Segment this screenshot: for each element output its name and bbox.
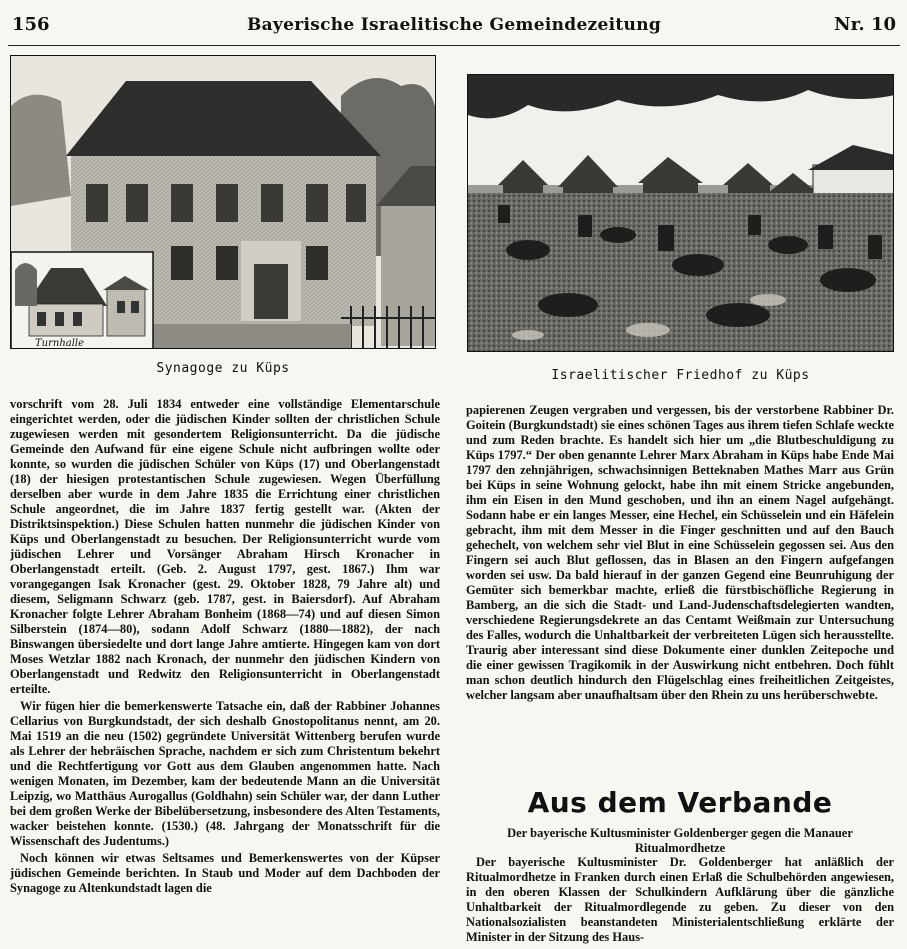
paragraph: papierenen Zeugen vergraben und vergessen, bis der verstorbene Rabbiner Dr. Goitein (Burgkundstadt) sie eines schönen Tages aus ihrem tiefen Schlafe weckte und zum Reden brachte. Es handelt sich hier um „die Blutbeschuldigung zu Küps 1797.“ Der oben genannte Lehrer Marx Abraham in Küps habe Ende Mai 1797 den zehnjährigen, schwachsinnigen Betteknaben Mathes Marr aus Grün bei Küps in seine Wohnung gelockt, habe ihn mit einem Stricke angebunden, ihm ein Eisen in den Mund geschoben, und ihn an einem Nagel aufgehängt. Sodann habe er ein langes Messer, eine Hechel, ein Schüsselein und ein Häfelein gebracht, ihm mit dem Messer in die Finger geschnitten und auf den Bauch gehechelt, von welchem sehr viel Blut in eine Schüsselein gegossen sei. Aus den Fingern sei auch Blut geflossen, das in Blasen an den Fingern aufgefangen worden sei usw. Da bald hierauf in der ganzen Gegend eine Beunruhigung der Gemüter sich bemerkbar machte, erließ die fürstbischöfliche Regierung in Bamberg, an die sich die Stadt- und Land-Judenschaftsdelegierten wandten, verschiedene Regierungsdekrete an das Centamt Weißmain zur Untersuchung des Falles, wodurch die Unhaltbarkeit der verbreiteten Lügen sich herausstellte. Traurig aber interessant sind diese Dokumente einer dunklen Zeitepoche und die einer gewissen Tragikomik in der Auswirkung nicht entbehren. Doch fühlt man schon deutlich hindurch den Flügelschlag eines freiheitlichen Zeitgeistes, welcher langsam aber unaufhaltsam über den Rhein zu uns herüberschwebte. bbox=[466, 403, 894, 702]
inset-label: Turnhalle bbox=[35, 338, 85, 349]
journal-title: Bayerische Israelitische Gemeindezeitung bbox=[246, 15, 662, 35]
cemetery-photo bbox=[467, 74, 894, 352]
paragraph: vorschrift vom 28. Juli 1834 entweder eine vollständige Elementarschule eingerichtet werden, oder die jüdischen Kinder sollten der christlichen Schule zugewiesen werden mit gesondertem Religionsunterricht. Da die jüdische Gemeinde den Aufwand für eine eigene Schule nicht aufbringen wollte oder konnte, so wurden die jüdischen Schüler von Küps (17) und Oberlangenstadt (18) der hiesigen protestantischen Schule zugewiesen. Wegen Überfüllung derselben aber wurde in dem Jahre 1835 die Errichtung einer christlichen Schule angeordnet, die im Jahre 1837 fertig gestellt war. (Akten der Distriktsinspektion.) Diese Schulen hatten nunmehr die jüdischen Kinder von Küps und Oberlangenstadt zu besuchen. Der Religionsunterricht wurde vom jüdischen Lehrer und Vorsänger Abraham Hirsch Kronacher in Oberlangenstadt erteilt. (Geb. 2. August 1797, gest. 1867.) Ihm war vorangegangen Isak Kronacher (gest. 29. Oktober 1828, 79 Jahre alt) und diesem, Seligmann Schwarz (geb. 1787, gest. in Baiersdorf). Auf Abraham Kronacher folgte Lehrer Abraham Bonheim (1868—74) und auf diesen Simon Silberstein (1874—80), sodann Adolf Schwarz (1880—1882), der nach Binswangen übersiedelte und dort lange Jahre amtierte. Hingegen kam von dort Moses Wetzlar 1882 nach Kronach, der nunmehr den jüdischen Kindern von Oberlangenstadt und Redwitz den Religionsunterricht in Oberlangenstadt erteilte. bbox=[10, 397, 440, 696]
left-column bbox=[10, 397, 440, 945]
paragraph: Noch können wir etwas Seltsames und Bemerkenswertes von der Küpser jüdischen Gemeinde berichten. In Staub und Moder auf dem Dachboden der Synagoge zu Altenkundstadt lagen die bbox=[10, 851, 440, 895]
paragraph: Wir fügen hier die bemerkenswerte Tatsache ein, daß der Rabbiner Johannes Cellarius von Burgkundstadt, der sich deshalb Gnostopolitanus nennt, am 20. Mai 1519 an die neu (1502) gegründete Universität Wittenberg berufen wurde als Lehrer der hebräischen Sprache, nachdem er sich zum Christentum bekehrt und die Rechtfertigung vor Gott aus dem Glauben angenommen hatte. Nach wenigen Monaten, im Dezember, kam der bedeutende Mann an die Universität Leipzig, wo Matthäus Aurogallus (Goldhahn) sein Schüler war, der dann Luther bei dem großen Werke der Bibelübersetzung, insbesondere des Alten Testaments, wacker beistehen konnte. (1530.) (48. Jahrgang der Monatsschrift für die Wissenschaft des Judentums.) bbox=[10, 699, 440, 848]
paragraph: Der bayerische Kultusminister Dr. Goldenberger hat anläßlich der Ritualmordhetze in Franken durch einen Erlaß die Schulbehörden angewiesen, in den oberen Klassen der Schulkindern Aufklärung über die gänzliche Unhaltbarkeit der Ritualmordlegende zu geben. Zu dieser von den Nationalsozialisten beanstandeten Ministerialentschließung erklärte der Minister in der Sitzung des Haus- bbox=[466, 855, 894, 944]
synagogue-caption: Synagoge zu Küps bbox=[156, 361, 290, 376]
synagogue-photo bbox=[10, 55, 436, 349]
right-column bbox=[466, 403, 894, 773]
page-number: 156 bbox=[12, 14, 50, 35]
section-title: Aus dem Verbande bbox=[527, 786, 833, 819]
issue-number: Nr. 10 bbox=[834, 14, 896, 35]
article-body bbox=[466, 855, 894, 945]
cemetery-caption: Israelitischer Friedhof zu Küps bbox=[551, 368, 810, 383]
article-heading: Der bayerische Kultusminister Goldenberger gegen die Manauer Ritualmordhetze bbox=[507, 826, 853, 855]
page-header bbox=[8, 6, 900, 46]
